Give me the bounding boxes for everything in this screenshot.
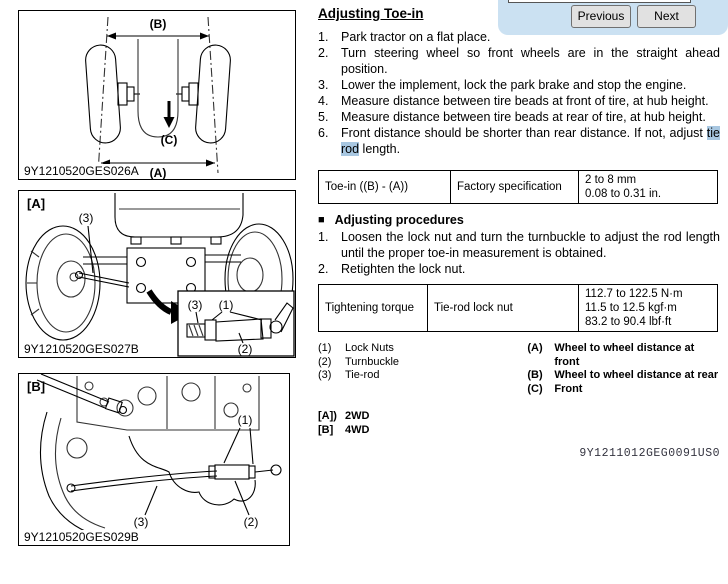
underside-drawing [19, 374, 289, 545]
torque-row-middle: Tie-rod lock nut [428, 285, 579, 332]
step-text: Loosen the lock nut and turn the turnbuckle to adjust the rod length until the proper toe-in measurement is obtained. [341, 230, 720, 260]
step-number: 1. [318, 230, 329, 244]
page-title: Adjusting Toe-in [318, 6, 424, 21]
spec-row-value [579, 171, 718, 204]
step-6 [318, 125, 720, 157]
figure-4wd-tie-rod [18, 373, 290, 546]
procedures-heading-label: Adjusting procedures [334, 213, 464, 227]
step-text: Park tractor on a flat place. [341, 30, 491, 44]
legend-key: (B) [527, 369, 543, 381]
variant-key: [A]) [318, 410, 337, 422]
figure-tag-a: [A] [27, 196, 46, 211]
toe-in-top-view-drawing [19, 11, 295, 179]
procedures-heading [318, 213, 720, 227]
variant-notes [318, 410, 720, 437]
step-text: Measure distance between tire beads at front of tire, at hub height. [341, 94, 709, 108]
spec-row-middle: Factory specification [451, 171, 579, 204]
step-number: 4. [318, 94, 329, 108]
torque-value-line: 11.5 to 12.5 kgf·m [585, 302, 677, 314]
legend-key: (A) [527, 342, 543, 354]
step-text [341, 125, 720, 157]
figure-caption: 9Y1210520GES027B [24, 342, 139, 356]
procedure-steps [318, 229, 720, 277]
next-button[interactable]: Next [637, 5, 696, 28]
document-code: 9Y1211012GEG0091US0 [579, 447, 720, 460]
step-number: 6. [318, 126, 329, 140]
front-axle-drawing [19, 191, 295, 357]
dim-label-b: (B) [149, 17, 167, 31]
part-label-3: (3) [78, 211, 94, 225]
section-bullet-icon: ■ [318, 214, 325, 226]
procedure-step-2 [318, 261, 720, 277]
figure-2wd-tie-rod [18, 190, 296, 358]
torque-value-line: 83.2 to 90.4 lbf·ft [585, 316, 672, 328]
part-label-2: (2) [243, 515, 259, 529]
search-highlight: tie rod [341, 126, 720, 156]
previous-button[interactable]: Previous [571, 5, 631, 28]
inset-label-1: (1) [218, 298, 234, 312]
step-text-pre: Front distance should be shorter than rear distance. If not, adjust [341, 126, 707, 140]
step-number: 1. [318, 30, 329, 44]
step-number: 3. [318, 78, 329, 92]
legend-label: Wheel to wheel distance at rear [554, 369, 719, 381]
toe-in-spec-table [318, 170, 718, 204]
spec-row-label: Toe-in ((B) - (A)) [319, 171, 451, 204]
spec-value-line: 0.08 to 0.31 in. [585, 188, 662, 200]
variant-label: 2WD [345, 410, 370, 422]
step-3 [318, 77, 720, 93]
legend-label: Wheel to wheel distance at front [554, 342, 695, 368]
legend-key: (2) [318, 355, 332, 368]
figure-toe-in-diagram [18, 10, 296, 180]
inset-label-3: (3) [187, 298, 203, 312]
torque-row-label: Tightening torque [319, 285, 428, 332]
figure-caption: 9Y1210520GES026A [24, 164, 139, 178]
dim-label-c: (C) [160, 133, 178, 147]
legend-dimensions [527, 342, 720, 396]
legend-item [318, 369, 527, 383]
dim-label-a: (A) [149, 166, 167, 179]
step-number: 2. [318, 262, 329, 276]
legend-label: Lock Nuts [345, 342, 394, 354]
legend-item [527, 383, 720, 397]
step-text-post: length. [359, 142, 401, 156]
article [318, 6, 720, 460]
torque-value-line: 112.7 to 122.5 N·m [585, 288, 683, 300]
inset-label-2: (2) [237, 342, 253, 356]
figure-tag-b: [B] [27, 379, 46, 394]
step-text: Measure distance between tire beads at rear of tire, at hub height. [341, 110, 706, 124]
variant-4wd [318, 424, 720, 438]
legend [318, 342, 720, 396]
legend-item [318, 356, 527, 370]
spec-value-line: 2 to 8 mm [585, 174, 637, 186]
step-number: 5. [318, 110, 329, 124]
torque-row-value [579, 285, 718, 332]
legend-item [527, 369, 720, 383]
step-text: Lower the implement, lock the park brake and stop the engine. [341, 78, 687, 92]
variant-key: [B] [318, 423, 334, 436]
step-4 [318, 93, 720, 109]
torque-spec-table [318, 284, 718, 332]
part-label-3: (3) [133, 515, 149, 529]
part-label-1: (1) [237, 413, 253, 427]
variant-label: 4WD [345, 423, 370, 436]
legend-parts [318, 342, 527, 396]
legend-label: Turnbuckle [345, 355, 400, 368]
procedure-step-1 [318, 229, 720, 261]
legend-key: (3) [318, 369, 332, 381]
step-5 [318, 109, 720, 125]
legend-item [318, 342, 527, 356]
step-2 [318, 45, 720, 77]
figure-caption: 9Y1210520GES029B [24, 530, 139, 544]
legend-key: (C) [527, 382, 543, 395]
legend-label: Tie-rod [345, 369, 380, 381]
variant-2wd [318, 410, 720, 424]
toe-in-steps [318, 29, 720, 157]
search-input[interactable] [508, 0, 691, 3]
step-text: Turn steering wheel so front wheels are in the straight ahead position. [341, 46, 720, 76]
legend-item [527, 342, 720, 369]
step-text: Retighten the lock nut. [341, 262, 466, 276]
nav-panel [498, 0, 728, 35]
legend-key: (1) [318, 342, 332, 354]
step-number: 2. [318, 46, 329, 60]
legend-label: Front [554, 382, 583, 395]
